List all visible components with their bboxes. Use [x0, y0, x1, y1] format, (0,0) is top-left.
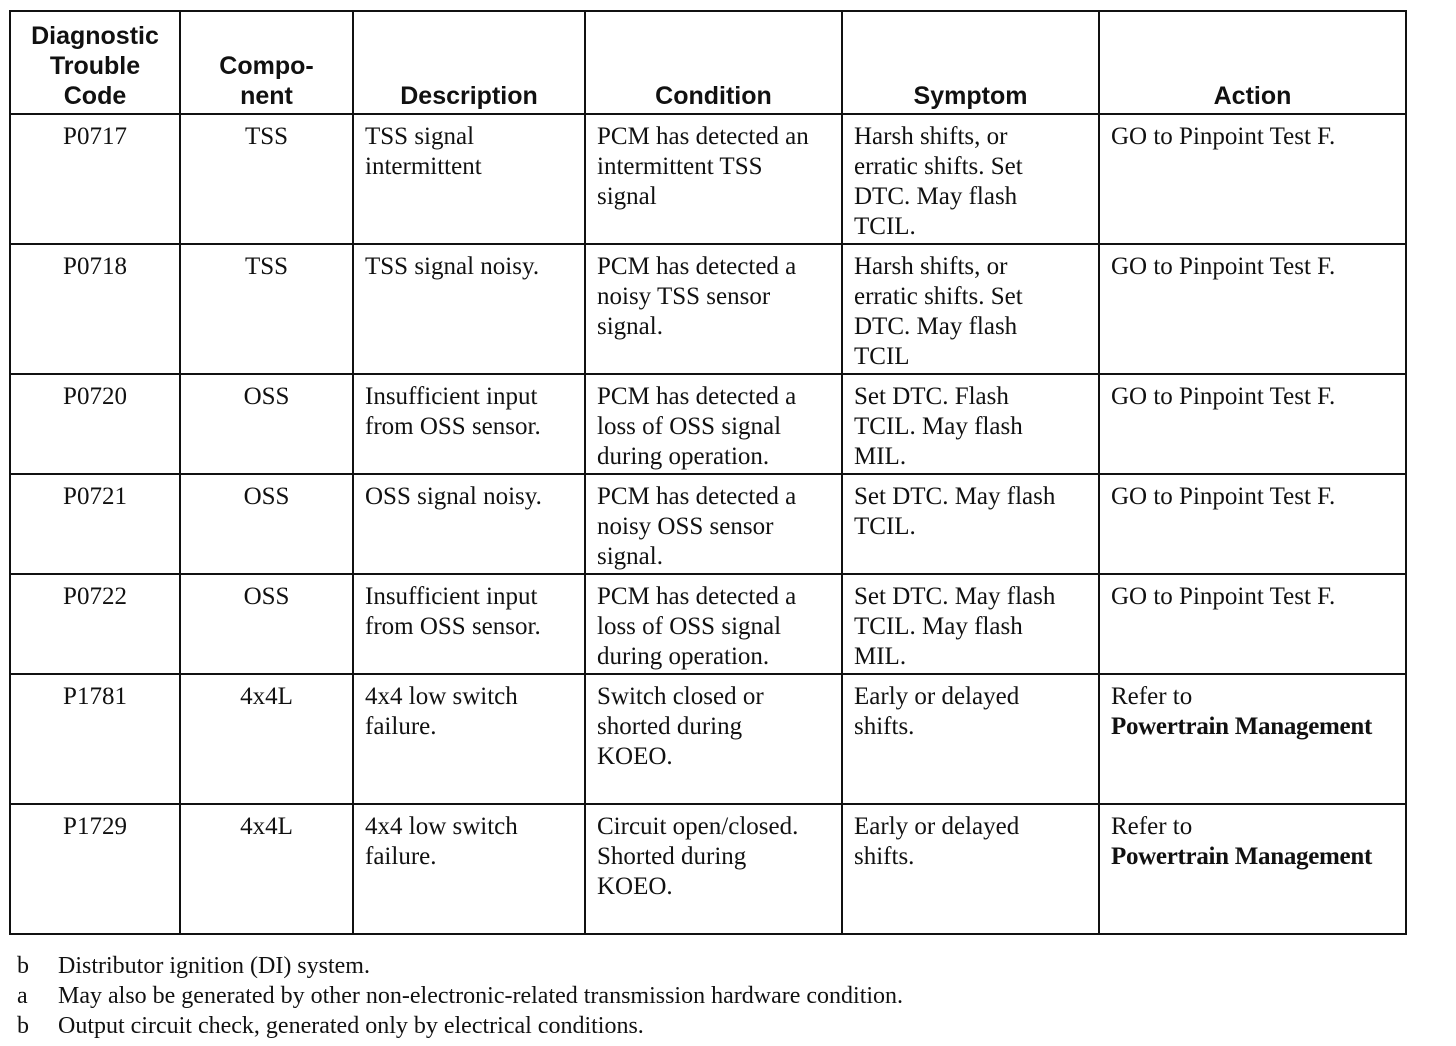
- cell-condition: [585, 114, 842, 244]
- cell-component: TSS: [180, 244, 353, 374]
- cell-component: OSS: [180, 374, 353, 474]
- cell-condition-line: during operation.: [597, 443, 770, 470]
- table-row: [10, 244, 1406, 374]
- table-row: [10, 804, 1406, 934]
- header-component: [180, 11, 353, 114]
- cell-action-line: GO to Pinpoint Test F.: [1111, 483, 1336, 510]
- cell-condition-line: Shorted during: [597, 843, 747, 870]
- cell-description: [353, 374, 585, 474]
- header-row: [10, 11, 1406, 114]
- cell-action: [1099, 574, 1406, 674]
- cell-symptom-line: Set DTC. May flash: [854, 583, 1056, 610]
- cell-code: P0717: [10, 114, 180, 244]
- cell-action: [1099, 674, 1406, 804]
- cell-description-line: failure.: [365, 843, 437, 870]
- header-component-line: Compo-: [219, 52, 314, 80]
- cell-description: [353, 474, 585, 574]
- cell-symptom-line: Early or delayed: [854, 813, 1020, 840]
- cell-code: P0718: [10, 244, 180, 374]
- cell-condition-line: signal: [597, 183, 657, 210]
- cell-component: 4x4L: [180, 674, 353, 804]
- cell-condition-line: PCM has detected a: [597, 383, 797, 410]
- footnote-mark: b: [17, 953, 29, 979]
- cell-symptom-line: MIL.: [854, 443, 907, 470]
- cell-description-line: 4x4 low switch: [365, 683, 518, 710]
- header-condition: Condition: [585, 11, 842, 114]
- table-row: [10, 374, 1406, 474]
- cell-symptom-line: TCIL.: [854, 513, 916, 540]
- cell-symptom-line: Set DTC. Flash: [854, 383, 1009, 410]
- cell-condition-line: PCM has detected a: [597, 483, 797, 510]
- cell-symptom-line: MIL.: [854, 643, 907, 670]
- cell-description-line: 4x4 low switch: [365, 813, 518, 840]
- cell-description-line: TSS signal noisy.: [365, 253, 540, 280]
- table-row: [10, 474, 1406, 574]
- cell-action-reference: Powertrain Management: [1111, 843, 1372, 870]
- cell-action-line: GO to Pinpoint Test F.: [1111, 583, 1336, 610]
- table-header: [10, 11, 1406, 114]
- cell-description-line: from OSS sensor.: [365, 613, 541, 640]
- cell-description-line: Insufficient input: [365, 383, 538, 410]
- table-body: [10, 114, 1406, 934]
- cell-condition: [585, 674, 842, 804]
- cell-code: P0722: [10, 574, 180, 674]
- cell-condition: [585, 804, 842, 934]
- cell-symptom: [842, 244, 1099, 374]
- cell-action-line: GO to Pinpoint Test F.: [1111, 383, 1336, 410]
- cell-code: P1729: [10, 804, 180, 934]
- cell-condition: [585, 244, 842, 374]
- cell-symptom: [842, 114, 1099, 244]
- cell-condition-line: noisy OSS sensor: [597, 513, 774, 540]
- cell-symptom-line: Harsh shifts, or: [854, 253, 1008, 280]
- footnote-text: May also be generated by other non-electronic-related transmission hardware condition.: [58, 983, 904, 1009]
- footnote: [17, 1011, 903, 1041]
- cell-action: [1099, 474, 1406, 574]
- cell-condition: [585, 474, 842, 574]
- cell-description-line: failure.: [365, 713, 437, 740]
- cell-symptom-line: DTC. May flash: [854, 183, 1018, 210]
- cell-condition-line: during operation.: [597, 643, 770, 670]
- header-action: Action: [1099, 11, 1406, 114]
- cell-condition-line: signal.: [597, 313, 663, 340]
- cell-symptom-line: TCIL. May flash: [854, 613, 1023, 640]
- cell-code: P0720: [10, 374, 180, 474]
- cell-description: [353, 804, 585, 934]
- header-code-line: Trouble: [49, 52, 141, 80]
- cell-component: OSS: [180, 474, 353, 574]
- cell-action-line: Refer to: [1111, 683, 1193, 710]
- cell-component: OSS: [180, 574, 353, 674]
- cell-symptom-line: TCIL: [854, 343, 910, 370]
- footnotes: [17, 951, 903, 1041]
- footnote-mark: a: [17, 983, 28, 1009]
- cell-condition: [585, 574, 842, 674]
- cell-symptom: [842, 804, 1099, 934]
- cell-symptom-line: erratic shifts. Set: [854, 283, 1023, 310]
- cell-description: [353, 674, 585, 804]
- cell-condition-line: PCM has detected a: [597, 253, 797, 280]
- cell-condition-line: noisy TSS sensor: [597, 283, 771, 310]
- cell-condition-line: intermittent TSS: [597, 153, 763, 180]
- cell-description-line: from OSS sensor.: [365, 413, 541, 440]
- cell-symptom-line: Harsh shifts, or: [854, 123, 1008, 150]
- cell-condition-line: loss of OSS signal: [597, 413, 782, 440]
- cell-action: [1099, 804, 1406, 934]
- cell-symptom-line: shifts.: [854, 843, 915, 870]
- cell-condition-line: Circuit open/closed.: [597, 813, 799, 840]
- cell-condition-line: Switch closed or: [597, 683, 764, 710]
- cell-symptom: [842, 374, 1099, 474]
- header-code-line: Diagnostic: [31, 22, 159, 50]
- cell-description: [353, 114, 585, 244]
- cell-symptom: [842, 574, 1099, 674]
- table-row: [10, 114, 1406, 244]
- cell-condition-line: KOEO.: [597, 873, 673, 900]
- cell-component: TSS: [180, 114, 353, 244]
- footnote-text: Output circuit check, generated only by electrical conditions.: [58, 1013, 644, 1039]
- table-row: [10, 674, 1406, 804]
- cell-description: [353, 244, 585, 374]
- dtc-table: [9, 10, 1407, 935]
- cell-symptom-line: TCIL. May flash: [854, 413, 1023, 440]
- cell-action-line: GO to Pinpoint Test F.: [1111, 253, 1336, 280]
- cell-condition-line: signal.: [597, 543, 663, 570]
- cell-condition-line: loss of OSS signal: [597, 613, 782, 640]
- cell-code: P1781: [10, 674, 180, 804]
- cell-description-line: OSS signal noisy.: [365, 483, 542, 510]
- table-row: [10, 574, 1406, 674]
- cell-description-line: TSS signal: [365, 123, 475, 150]
- header-component-line: nent: [240, 82, 293, 110]
- header-description: Description: [353, 11, 585, 114]
- footnote-text: Distributor ignition (DI) system.: [58, 953, 370, 979]
- cell-symptom-line: Set DTC. May flash: [854, 483, 1056, 510]
- cell-symptom-line: erratic shifts. Set: [854, 153, 1023, 180]
- cell-description-line: intermittent: [365, 153, 482, 180]
- cell-symptom-line: TCIL.: [854, 213, 916, 240]
- footnote: [17, 951, 903, 981]
- header-code: [10, 11, 180, 114]
- cell-condition-line: KOEO.: [597, 743, 673, 770]
- cell-description: [353, 574, 585, 674]
- cell-action: [1099, 114, 1406, 244]
- cell-symptom: [842, 674, 1099, 804]
- header-code-line: Code: [63, 82, 127, 110]
- cell-description-line: Insufficient input: [365, 583, 538, 610]
- footnote: [17, 981, 903, 1011]
- cell-condition: [585, 374, 842, 474]
- cell-code: P0721: [10, 474, 180, 574]
- cell-action: [1099, 244, 1406, 374]
- cell-condition-line: PCM has detected an: [597, 123, 809, 150]
- footnote-mark: b: [17, 1013, 29, 1039]
- cell-symptom: [842, 474, 1099, 574]
- cell-symptom-line: shifts.: [854, 713, 915, 740]
- cell-component: 4x4L: [180, 804, 353, 934]
- cell-action-reference: Powertrain Management: [1111, 713, 1372, 740]
- cell-action-line: GO to Pinpoint Test F.: [1111, 123, 1336, 150]
- cell-action-line: Refer to: [1111, 813, 1193, 840]
- cell-action: [1099, 374, 1406, 474]
- cell-condition-line: shorted during: [597, 713, 743, 740]
- header-symptom: Symptom: [842, 11, 1099, 114]
- cell-symptom-line: Early or delayed: [854, 683, 1020, 710]
- cell-condition-line: PCM has detected a: [597, 583, 797, 610]
- cell-symptom-line: DTC. May flash: [854, 313, 1018, 340]
